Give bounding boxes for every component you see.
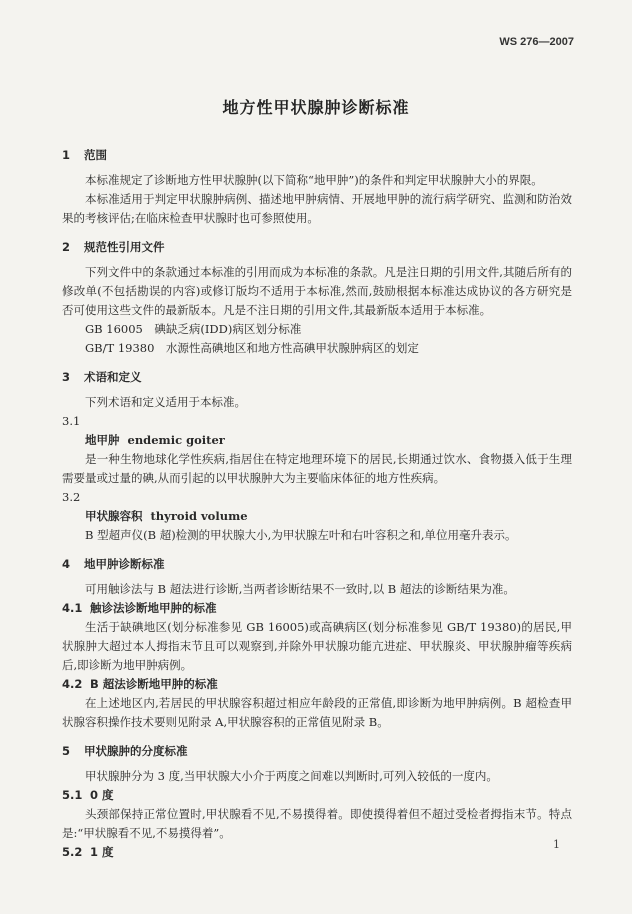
paragraph: 甲状腺肿分为 3 度,当甲状腺大小介于两度之间难以判断时,可列入较低的一度内。 bbox=[85, 769, 498, 783]
paragraph: 下列文件中的条款通过本标准的引用而成为本标准的条款。凡是注日期的引用文件,其随后所有的修改单(不包括勘误的内容)或修订版均不适用于本标准,然而,鼓励根据本标准达成协议的各方研究是否可使用这些文件的最新版本。凡是不注日期的引用文件,其最新版本适用于本标准。 bbox=[62, 265, 572, 317]
section-number: 2 bbox=[62, 240, 71, 254]
section-number: 5 bbox=[62, 744, 71, 758]
section-title: 地甲肿诊断标准 bbox=[84, 557, 165, 571]
document-title: 地方性甲状腺肿诊断标准 bbox=[222, 98, 410, 117]
section-title: 范围 bbox=[84, 148, 107, 162]
section-4-heading bbox=[62, 555, 572, 574]
subsection-number: 5.2 bbox=[62, 845, 83, 859]
term-heading bbox=[62, 431, 572, 450]
section-1-heading bbox=[62, 146, 572, 165]
term-number: 3.2 bbox=[62, 490, 81, 504]
subsection-5-2-heading bbox=[62, 843, 572, 862]
subsection-5-1-heading bbox=[62, 786, 572, 805]
term-heading bbox=[62, 507, 572, 526]
term-english: endemic goiter bbox=[127, 433, 225, 447]
page-number: 1 bbox=[553, 838, 560, 851]
document-body bbox=[62, 146, 572, 862]
section-title: 术语和定义 bbox=[84, 370, 142, 384]
section-2-heading bbox=[62, 238, 572, 257]
term-definition: B 型超声仪(B 超)检测的甲状腺大小,为甲状腺左叶和右叶容积之和,单位用毫升表示。 bbox=[85, 528, 517, 542]
paragraph: 生活于缺碘地区(划分标准参见 GB 16005)或高碘病区(划分标准参见 GB/T 19380)的居民,甲状腺肿大超过本人拇指末节且可以观察到,并除外甲状腺功能亢进症、甲状腺炎、甲状腺肿瘤等疾病后,即诊断为地甲肿病例。 bbox=[62, 620, 572, 672]
subsection-number: 4.1 bbox=[62, 601, 83, 615]
paragraph: 在上述地区内,若居民的甲状腺容积超过相应年龄段的正常值,即诊断为地甲肿病例。B 超检查甲状腺容积操作技术要则见附录 A,甲状腺容积的正常值见附录 B。 bbox=[62, 696, 572, 729]
subsection-title: 1 度 bbox=[90, 845, 114, 859]
subsection-title: 触诊法诊断地甲肿的标准 bbox=[90, 601, 217, 615]
term-definition: 是一种生物地球化学性疾病,指居住在特定地理环境下的居民,长期通过饮水、食物摄入低于生理需要量或过量的碘,从而引起的以甲状腺肿大为主要临床体征的地方性疾病。 bbox=[62, 452, 572, 485]
paragraph: 下列术语和定义适用于本标准。 bbox=[85, 395, 246, 409]
subsection-number: 5.1 bbox=[62, 788, 83, 802]
section-title: 规范性引用文件 bbox=[84, 240, 165, 254]
paragraph: 可用触诊法与 B 超法进行诊断,当两者诊断结果不一致时,以 B 超法的诊断结果为准。 bbox=[85, 582, 515, 596]
subsection-4-1-heading bbox=[62, 599, 572, 618]
subsection-number: 4.2 bbox=[62, 677, 83, 691]
term-english: thyroid volume bbox=[150, 509, 248, 523]
reference-item: GB/T 19380 水源性高碘地区和地方性高碘甲状腺肿病区的划定 bbox=[85, 341, 419, 355]
subsection-title: B 超法诊断地甲肿的标准 bbox=[90, 677, 218, 691]
paragraph: 头颈部保持正常位置时,甲状腺看不见,不易摸得着。即使摸得着但不超过受检者拇指末节。特点是:“甲状腺看不见,不易摸得着”。 bbox=[62, 807, 572, 840]
section-3-heading bbox=[62, 368, 572, 387]
paragraph: 本标准适用于判定甲状腺肿病例、描述地甲肿病情、开展地甲肿的流行病学研究、监测和防治效果的考核评估;在临床检查甲状腺时也可参照使用。 bbox=[62, 192, 572, 225]
section-number: 1 bbox=[62, 148, 71, 162]
subsection-title: 0 度 bbox=[90, 788, 114, 802]
reference-item: GB 16005 碘缺乏病(IDD)病区划分标准 bbox=[85, 322, 302, 336]
term-chinese: 地甲肿 bbox=[85, 433, 120, 447]
term-chinese: 甲状腺容积 bbox=[85, 509, 143, 523]
paragraph: 本标准规定了诊断地方性甲状腺肿(以下简称“地甲肿”)的条件和判定甲状腺肿大小的界限。 bbox=[85, 173, 543, 187]
section-number: 3 bbox=[62, 370, 71, 384]
section-title: 甲状腺肿的分度标准 bbox=[84, 744, 188, 758]
subsection-4-2-heading bbox=[62, 675, 572, 694]
section-number: 4 bbox=[62, 557, 71, 571]
term-number: 3.1 bbox=[62, 414, 81, 428]
standard-code: WS 276—2007 bbox=[499, 36, 574, 48]
section-5-heading bbox=[62, 742, 572, 761]
